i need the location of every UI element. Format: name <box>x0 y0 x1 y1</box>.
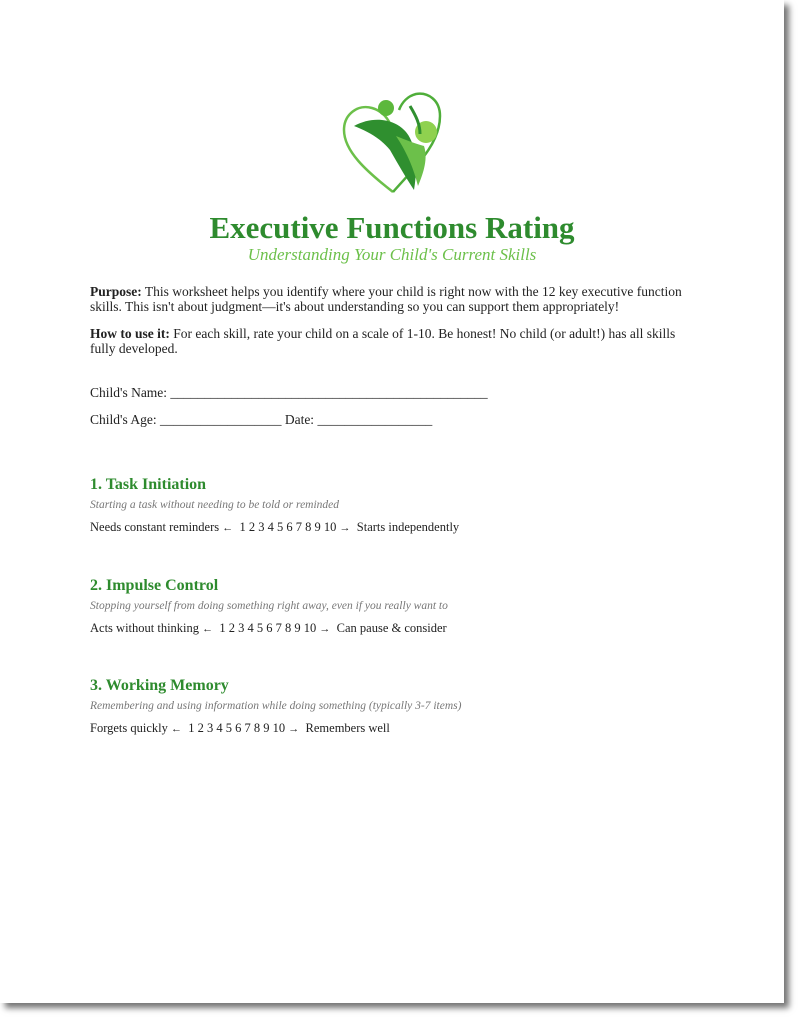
skill-description: Starting a task without needing to be told or reminded <box>90 499 340 511</box>
scale-high-label: Can pause & consider <box>336 621 447 635</box>
arrow-right-icon: → <box>288 723 300 735</box>
arrow-left-icon: ← <box>171 723 183 735</box>
scale-low-label: Forgets quickly <box>90 721 168 735</box>
scale-numbers[interactable]: 1 2 3 4 5 6 7 8 9 10 <box>239 520 337 534</box>
how-to-text: For each skill, rate your child on a scale of 1-10. Be honest! No child (or adult!) has all skills fully developed. <box>90 326 676 356</box>
scale-numbers[interactable]: 1 2 3 4 5 6 7 8 9 10 <box>188 721 286 735</box>
skill-rating-scale[interactable] <box>90 621 710 637</box>
child-age-field[interactable]: Child's Age: __________________ <box>90 412 282 427</box>
purpose-text: This worksheet helps you identify where your child is right now with the 12 key executive function skills. This isn't about judgment—it's about understanding so you can support them appropriately! <box>90 284 682 314</box>
skill-title: 2. Impulse Control <box>90 577 219 594</box>
purpose-label: Purpose: <box>90 284 142 299</box>
page-title: Executive Functions Rating <box>209 210 575 245</box>
date-field[interactable]: Date: _________________ <box>284 412 433 427</box>
skill-section-task-initiation <box>90 475 710 536</box>
scale-high-label: Remembers well <box>305 721 390 735</box>
skill-rating-scale[interactable] <box>90 721 710 737</box>
arrow-right-icon: → <box>339 522 351 534</box>
heart-with-figures-logo <box>336 86 450 196</box>
arrow-right-icon: → <box>319 623 331 635</box>
skill-title: 3. Working Memory <box>90 677 229 694</box>
scale-numbers[interactable]: 1 2 3 4 5 6 7 8 9 10 <box>219 621 317 635</box>
skill-section-impulse-control <box>90 576 710 637</box>
scale-high-label: Starts independently <box>356 520 460 534</box>
skill-rating-scale[interactable] <box>90 520 710 536</box>
skill-description: Stopping yourself from doing something right away, even if you really want to <box>90 600 448 612</box>
how-to-label: How to use it: <box>90 326 170 341</box>
how-to-paragraph <box>90 326 700 356</box>
skill-title: 1. Task Initiation <box>90 476 207 493</box>
page-subtitle: Understanding Your Child's Current Skills <box>247 245 537 264</box>
child-name-field[interactable]: Child's Name: _______________________________________________ <box>90 385 488 400</box>
arrow-left-icon: ← <box>222 522 234 534</box>
skill-section-working-memory <box>90 676 710 737</box>
scale-low-label: Needs constant reminders <box>90 520 220 534</box>
purpose-paragraph <box>90 284 700 314</box>
skill-description: Remembering and using information while doing something (typically 3-7 items) <box>90 700 462 712</box>
scale-low-label: Acts without thinking <box>90 621 200 635</box>
arrow-left-icon: ← <box>202 623 214 635</box>
child-age-date-row <box>90 412 432 428</box>
